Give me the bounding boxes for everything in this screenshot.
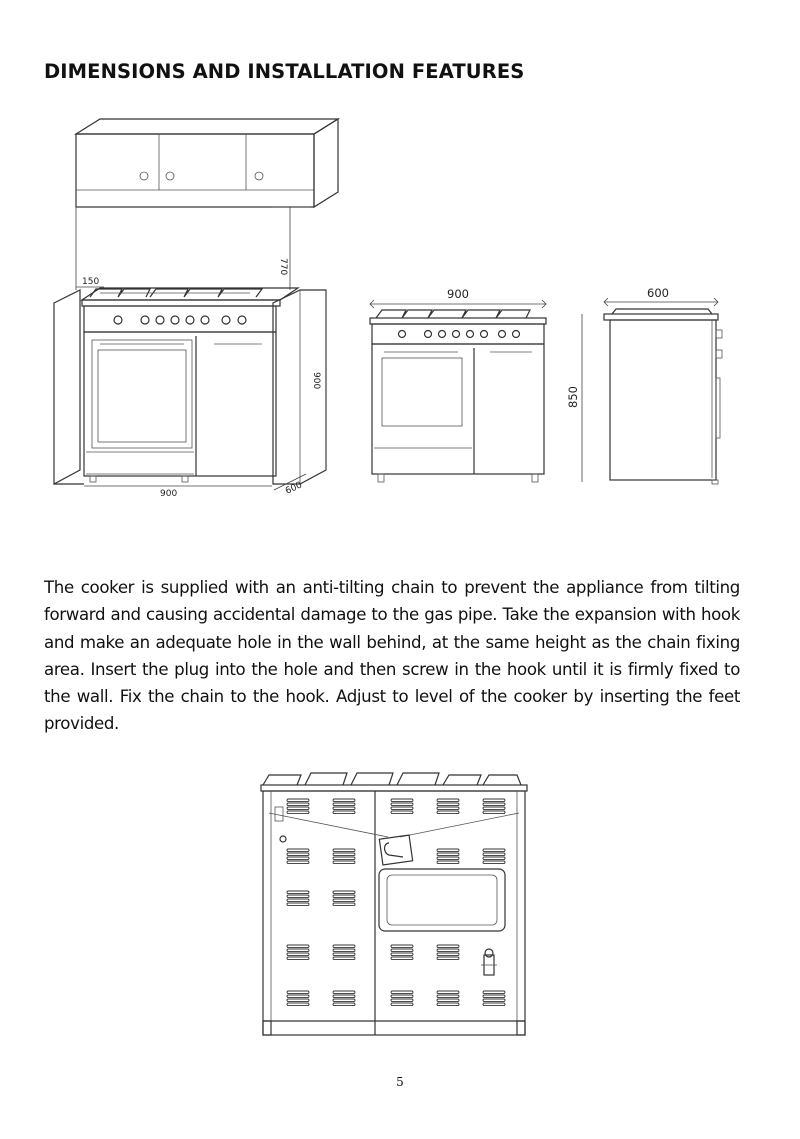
vent-slot <box>333 903 355 906</box>
vent-slot <box>483 995 505 998</box>
vent-slot <box>287 803 309 806</box>
cooker-side-view <box>566 286 722 484</box>
vent-slot <box>287 999 309 1002</box>
vent-slot <box>333 999 355 1002</box>
vent-slot <box>333 895 355 898</box>
vent-slot <box>391 803 413 806</box>
vent-slot <box>391 957 413 960</box>
page-number: 5 <box>396 1075 404 1089</box>
vent-slot <box>437 849 459 852</box>
installation-instructions: The cooker is supplied with an anti-tilting chain to prevent the appliance from tilting forward and causing accidental damage to the gas pipe. Take the expansion with hook and make an adequate hole in the wall behind, at the same height as the chain fixing area. Insert the plug into the hole and then screw in the hook until it is firmly fixed to the wall. Fix the chain to the hook. Adjust to level of the cooker by inserting the feet provided. <box>44 578 740 734</box>
vent-slot <box>391 807 413 810</box>
vent-slot <box>483 999 505 1002</box>
dim-hood-clearance: 770 <box>278 258 288 276</box>
front-dim-width: 900 <box>447 287 469 301</box>
wall-cabinet <box>76 119 338 207</box>
vent-slot <box>483 857 505 860</box>
vent-slot <box>287 811 309 814</box>
rear-view-diagram <box>255 765 535 1045</box>
vent-slot <box>333 811 355 814</box>
vent-slot <box>287 1003 309 1006</box>
vent-slot <box>483 799 505 802</box>
vent-slot <box>333 953 355 956</box>
vent-slot <box>287 949 309 952</box>
vent-slot <box>437 807 459 810</box>
vent-slot <box>333 803 355 806</box>
vent-slot <box>333 991 355 994</box>
installation-diagram <box>0 0 800 560</box>
vent-slot <box>437 861 459 864</box>
dim-side-clearance: 150 <box>82 277 100 287</box>
vent-slot <box>333 1003 355 1006</box>
vent-slot <box>287 861 309 864</box>
vent-slot <box>287 849 309 852</box>
vent-slot <box>287 853 309 856</box>
vent-slot <box>333 807 355 810</box>
vent-slot <box>287 807 309 810</box>
vent-slot <box>391 995 413 998</box>
vent-slot <box>333 849 355 852</box>
vent-slot <box>437 953 459 956</box>
vent-slot <box>333 799 355 802</box>
vent-slot <box>391 799 413 802</box>
vent-slot <box>287 891 309 894</box>
vent-slot <box>287 903 309 906</box>
vent-slot <box>287 945 309 948</box>
vent-slot <box>483 807 505 810</box>
vent-slot <box>333 957 355 960</box>
vent-slot <box>391 999 413 1002</box>
vent-slot <box>287 953 309 956</box>
vent-slot <box>437 857 459 860</box>
vent-slot <box>437 811 459 814</box>
vent-slot <box>287 957 309 960</box>
vent-slot <box>437 999 459 1002</box>
vent-slot <box>483 811 505 814</box>
side-dim-depth: 600 <box>647 286 669 300</box>
vent-slot <box>391 953 413 956</box>
vent-slot <box>333 995 355 998</box>
dim-width: 900 <box>160 489 178 499</box>
vent-slot <box>483 991 505 994</box>
dim-depth: 600 <box>284 480 304 497</box>
vent-slots <box>287 799 505 1006</box>
page-title: DIMENSIONS AND INSTALLATION FEATURES <box>44 60 525 83</box>
vent-slot <box>437 995 459 998</box>
vent-slot <box>333 857 355 860</box>
vent-slot <box>391 1003 413 1006</box>
vent-slot <box>287 895 309 898</box>
vent-slot <box>483 1003 505 1006</box>
dim-height: 900 <box>311 372 321 390</box>
vent-slot <box>333 899 355 902</box>
vent-slot <box>287 799 309 802</box>
vent-slot <box>483 853 505 856</box>
vent-slot <box>437 957 459 960</box>
vent-slot <box>391 949 413 952</box>
vent-slot <box>437 949 459 952</box>
vent-slot <box>483 849 505 852</box>
vent-slot <box>333 891 355 894</box>
vent-slot <box>287 857 309 860</box>
vent-slot <box>391 811 413 814</box>
vent-slot <box>437 803 459 806</box>
vent-slot <box>483 861 505 864</box>
vent-slot <box>333 949 355 952</box>
vent-slot <box>437 853 459 856</box>
vent-slot <box>287 899 309 902</box>
vent-slot <box>287 995 309 998</box>
vent-slot <box>391 991 413 994</box>
vent-slot <box>437 991 459 994</box>
front-dim-height: 850 <box>566 386 580 408</box>
vent-slot <box>333 861 355 864</box>
cooker-perspective <box>82 288 298 476</box>
vent-slot <box>437 945 459 948</box>
vent-slot <box>333 945 355 948</box>
vent-slot <box>437 1003 459 1006</box>
cooker-front-view <box>370 287 546 482</box>
vent-slot <box>483 803 505 806</box>
vent-slot <box>391 945 413 948</box>
vent-slot <box>333 853 355 856</box>
vent-slot <box>287 991 309 994</box>
vent-slot <box>437 799 459 802</box>
